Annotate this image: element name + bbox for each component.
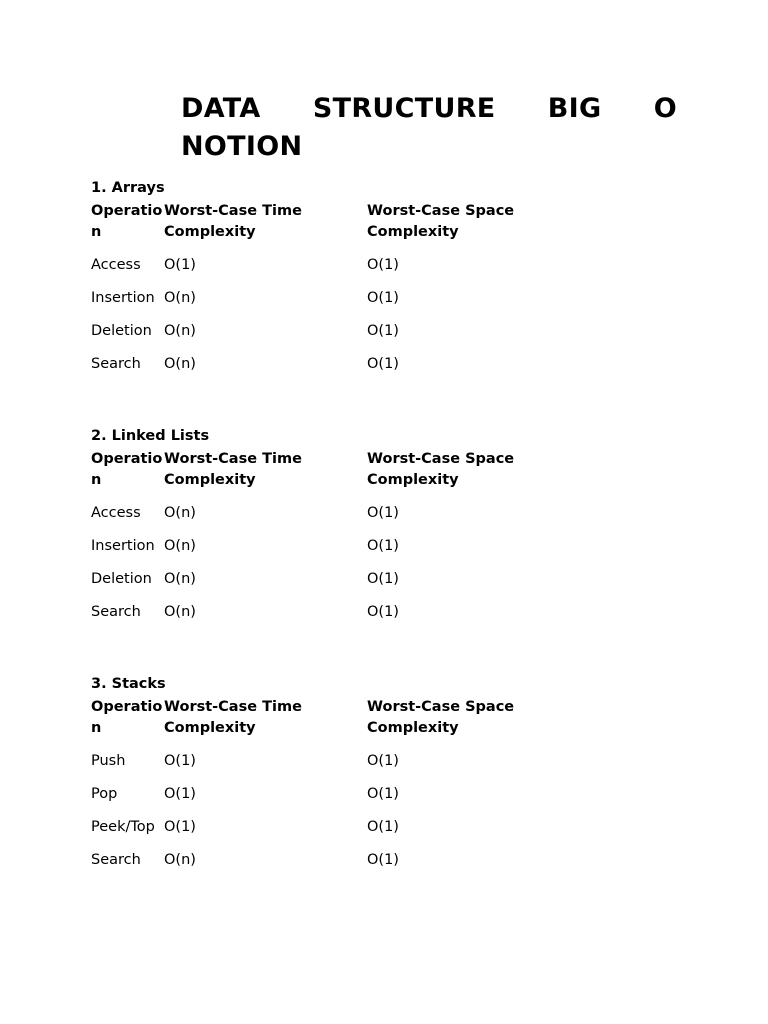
table-row xyxy=(91,817,577,850)
cell-time: O(n) xyxy=(164,852,196,868)
table-row xyxy=(91,602,577,635)
table-row xyxy=(91,255,577,288)
cell-time: O(1) xyxy=(164,819,196,835)
cell-space: O(1) xyxy=(367,571,399,587)
cell-space: O(1) xyxy=(367,852,399,868)
complexity-table xyxy=(91,696,577,883)
table-header-row xyxy=(91,696,577,751)
section-heading: 1. Arrays xyxy=(91,180,165,196)
cell-space: O(1) xyxy=(367,604,399,620)
table-row xyxy=(91,354,577,387)
header-space-complexity: Worst-Case Space Complexity xyxy=(367,699,515,736)
cell-time: O(n) xyxy=(164,323,196,339)
header-space-complexity: Worst-Case Space Complexity xyxy=(367,203,515,240)
header-operation: Operation xyxy=(91,699,163,736)
title-word: O xyxy=(653,93,677,124)
complexity-table xyxy=(91,200,577,387)
section-linked-lists xyxy=(91,426,691,635)
header-time-complexity: Worst-Case Time Complexity xyxy=(164,699,302,736)
header-time-complexity: Worst-Case Time Complexity xyxy=(164,451,302,488)
cell-space: O(1) xyxy=(367,323,399,339)
section-stacks xyxy=(91,674,691,883)
table-header-row xyxy=(91,448,577,503)
table-header-row xyxy=(91,200,577,255)
header-operation: Operation xyxy=(91,203,163,240)
cell-time: O(n) xyxy=(164,290,196,306)
cell-space: O(1) xyxy=(367,257,399,273)
cell-space: O(1) xyxy=(367,819,399,835)
table-row xyxy=(91,321,577,354)
cell-operation: Access xyxy=(91,505,141,521)
cell-time: O(1) xyxy=(164,257,196,273)
table-row xyxy=(91,850,577,883)
cell-operation: Peek/Top xyxy=(91,819,155,835)
cell-space: O(1) xyxy=(367,505,399,521)
cell-time: O(1) xyxy=(164,786,196,802)
cell-space: O(1) xyxy=(367,753,399,769)
header-operation: Operation xyxy=(91,451,163,488)
page-title xyxy=(181,90,677,166)
cell-time: O(n) xyxy=(164,538,196,554)
cell-operation: Access xyxy=(91,257,141,273)
cell-time: O(n) xyxy=(164,571,196,587)
cell-operation: Search xyxy=(91,604,141,620)
table-row xyxy=(91,536,577,569)
cell-operation: Insertion xyxy=(91,290,155,306)
title-line-1 xyxy=(181,90,677,128)
table-row xyxy=(91,503,577,536)
title-word: DATA xyxy=(181,93,261,124)
table-row xyxy=(91,569,577,602)
complexity-table xyxy=(91,448,577,635)
section-heading: 3. Stacks xyxy=(91,676,166,692)
title-line-2: NOTION xyxy=(181,131,303,162)
section-heading: 2. Linked Lists xyxy=(91,428,210,444)
header-time-complexity: Worst-Case Time Complexity xyxy=(164,203,302,240)
table-row xyxy=(91,751,577,784)
cell-space: O(1) xyxy=(367,538,399,554)
cell-time: O(n) xyxy=(164,505,196,521)
cell-operation: Search xyxy=(91,852,141,868)
table-row xyxy=(91,288,577,321)
cell-operation: Insertion xyxy=(91,538,155,554)
cell-space: O(1) xyxy=(367,290,399,306)
cell-operation: Deletion xyxy=(91,571,152,587)
header-space-complexity: Worst-Case Space Complexity xyxy=(367,451,515,488)
section-arrays xyxy=(91,178,691,387)
table-row xyxy=(91,784,577,817)
cell-time: O(n) xyxy=(164,356,196,372)
cell-time: O(1) xyxy=(164,753,196,769)
title-word: STRUCTURE xyxy=(312,93,496,124)
cell-space: O(1) xyxy=(367,356,399,372)
cell-operation: Search xyxy=(91,356,141,372)
title-word: BIG xyxy=(547,93,602,124)
cell-space: O(1) xyxy=(367,786,399,802)
cell-time: O(n) xyxy=(164,604,196,620)
cell-operation: Push xyxy=(91,753,126,769)
cell-operation: Pop xyxy=(91,786,118,802)
cell-operation: Deletion xyxy=(91,323,152,339)
